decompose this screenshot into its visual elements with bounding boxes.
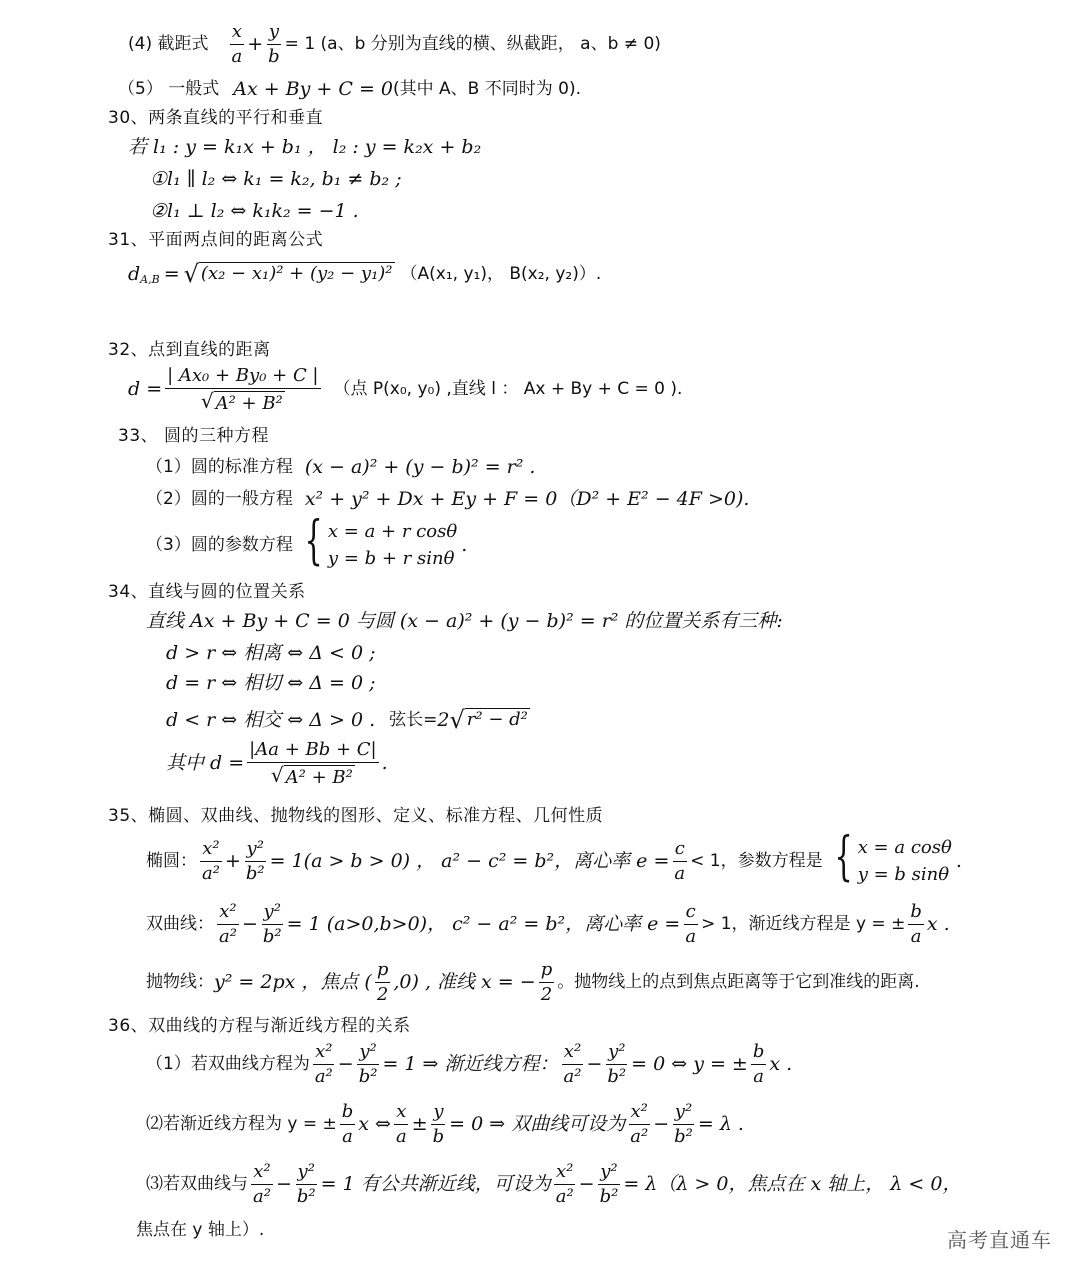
s36-case2: ⑵若渐近线方程为 y = ± $\frac{b}{a}$ x ⇔ $\frac{x}{a}$ ± $\frac{y}{b}$ = 0 ⇒ 双曲线可设为 $\frac{\text{x²}}{\text{a²}}$ − $\frac{\text{y²}}{\text{b²}}$ = λ . xyxy=(146,1101,744,1147)
s34-heading: 34、直线与圆的位置关系 xyxy=(108,582,306,602)
s34-case-separate: d > r ⇔ 相离 ⇔ Δ < 0 ; xyxy=(166,642,376,664)
item4-label: (4) 截距式 xyxy=(128,33,209,54)
s30-line1: 若 l₁ : y = k₁x + b₁ ， l₂ : y = k₂x + b₂ xyxy=(128,136,482,158)
s32-point-line-distance: d = | Ax₀ + By₀ + C | √ A² + B² （点 P(x₀, y₀) ,直线 l ： Ax + By + C = 0 ). xyxy=(128,365,683,414)
item5-note: (其中 A、B 不同时为 0). xyxy=(393,79,581,99)
s31-note: （A(x₁, y₁)， B(x₂, y₂)）. xyxy=(400,263,602,284)
s30-parallel-condition: ①l₁ ∥ l₂ ⇔ k₁ = k₂, b₁ ≠ b₂ ; xyxy=(150,168,402,190)
item5-general-form xyxy=(118,80,581,99)
s36-case3-continuation: 焦点在 y 轴上）. xyxy=(136,1220,265,1240)
s34-case-tangent: d = r ⇔ 相切 ⇔ Δ = 0 ; xyxy=(166,672,376,694)
s33-brace-system: { x = a + r cosθ y = b + r sinθ xyxy=(304,511,458,571)
s30-heading: 30、两条直线的平行和垂直 xyxy=(108,108,324,128)
item4-frac-y-over-b: $\frac{y}{b}$ xyxy=(268,21,280,67)
s35-heading: 35、椭圆、双曲线、抛物线的图形、定义、标准方程、几何性质 xyxy=(108,806,604,826)
item4-intercept-form: (4) 截距式 $\frac{x}{a}$ + $\frac{y}{b}$ = 1 (a、b 分别为直线的横、纵截距， a、b ≠ 0) xyxy=(128,21,661,67)
s34-where-d: 其中 d = |Aa + Bb + C| √ A² + B² . xyxy=(166,739,388,788)
s31-heading: 31、平面两点间的距离公式 xyxy=(108,230,324,250)
s31-sqrt: √ (x₂ − x₁)² + (y₂ − y₁)² xyxy=(183,260,393,288)
s33-general-equation: （2）圆的一般方程 x² + y² + Dx + Ey + F = 0（D² + E² − 4F >0). xyxy=(146,488,750,510)
s32-fraction: | Ax₀ + By₀ + C | √ A² + B² xyxy=(167,365,319,414)
s30-perpendicular-condition: ②l₁ ⊥ l₂ ⇔ k₁k₂ = −1 . xyxy=(150,200,359,222)
s35-ellipse: 椭圆： $\frac{\text{x²}}{\text{a²}}$ + $\frac{\text{y²}}{\text{b²}}$ = 1(a > b > 0) ， a² − c² = b²，离心率 e = $\frac{c}{a}$ < 1，参数方程是 { x = a cosθ y = b sinθ . xyxy=(146,827,962,887)
s31-distance-formula: d $_{A,B}$ = √ (x₂ − x₁)² + (y₂ − y₁)² （A(x₁, y₁)， B(x₂, y₂)）. xyxy=(128,260,602,288)
s34-intro: 直线 Ax + By + C = 0 与圆 (x − a)² + (y − b)² = r² 的位置关系有三种: xyxy=(146,610,783,632)
s32-heading: 32、点到直线的距离 xyxy=(108,340,271,360)
s35-parabola: 抛物线： y² = 2px ，焦点 ( $\frac{p}{2}$ ,0) , 准线 x = − $\frac{p}{2}$ 。抛物线上的点到焦点距离等于它到准线的距离. xyxy=(146,959,920,1005)
item5-formula: Ax + By + C = 0 xyxy=(233,78,393,100)
s33-heading: 33、 圆的三种方程 xyxy=(118,426,270,446)
item4-rest: = 1 (a、b 分别为直线的横、纵截距， a、b ≠ 0) xyxy=(284,33,661,54)
s36-case1: （1）若双曲线方程为 $\frac{\text{x²}}{\text{a²}}$ − $\frac{\text{y²}}{\text{b²}}$ = 1 ⇒ 渐近线方程： $\frac{\text{x²}}{\text{a²}}$ − $\frac{\text{y²}}{\text{b²}}$ = 0 ⇔ y = ± $\frac{b}{a}$ x . xyxy=(146,1041,793,1087)
item5-label: （5） 一般式 xyxy=(118,79,220,99)
s35-hyperbola: 双曲线： $\frac{\text{x²}}{\text{a²}}$ − $\frac{\text{y²}}{\text{b²}}$ = 1 (a>0,b>0)， c² − a² = b²，离心率 e = $\frac{c}{a}$ > 1，渐近线方程是 y = ± $\frac{b}{a}$ x . xyxy=(146,901,950,947)
s34-case-intersect: d < r ⇔ 相交 ⇔ Δ > 0 . 弦长= 2 √ r² − d² xyxy=(166,706,528,734)
watermark: 高考直通车 xyxy=(947,1228,1052,1252)
item4-frac-x-over-a: $\frac{x}{a}$ xyxy=(231,21,243,67)
s33-standard-equation: （1）圆的标准方程 (x − a)² + (y − b)² = r² . xyxy=(146,456,536,478)
s36-case3: ⑶若双曲线与 $\frac{\text{x²}}{\text{a²}}$ − $\frac{\text{y²}}{\text{b²}}$ = 1 有公共渐近线，可设为 $\frac{\text{x²}}{\text{a²}}$ − $\frac{\text{y²}}{\text{b²}}$ = λ（λ > 0，焦点在 x 轴上， λ < 0， xyxy=(146,1161,962,1207)
s36-heading: 36、双曲线的方程与渐近线方程的关系 xyxy=(108,1016,411,1036)
s33-parametric-equation: （3）圆的参数方程 { x = a + r cosθ y = b + r sinθ . xyxy=(146,511,468,571)
s32-note: （点 P(x₀, y₀) ,直线 l ： Ax + By + C = 0 ). xyxy=(333,379,683,400)
